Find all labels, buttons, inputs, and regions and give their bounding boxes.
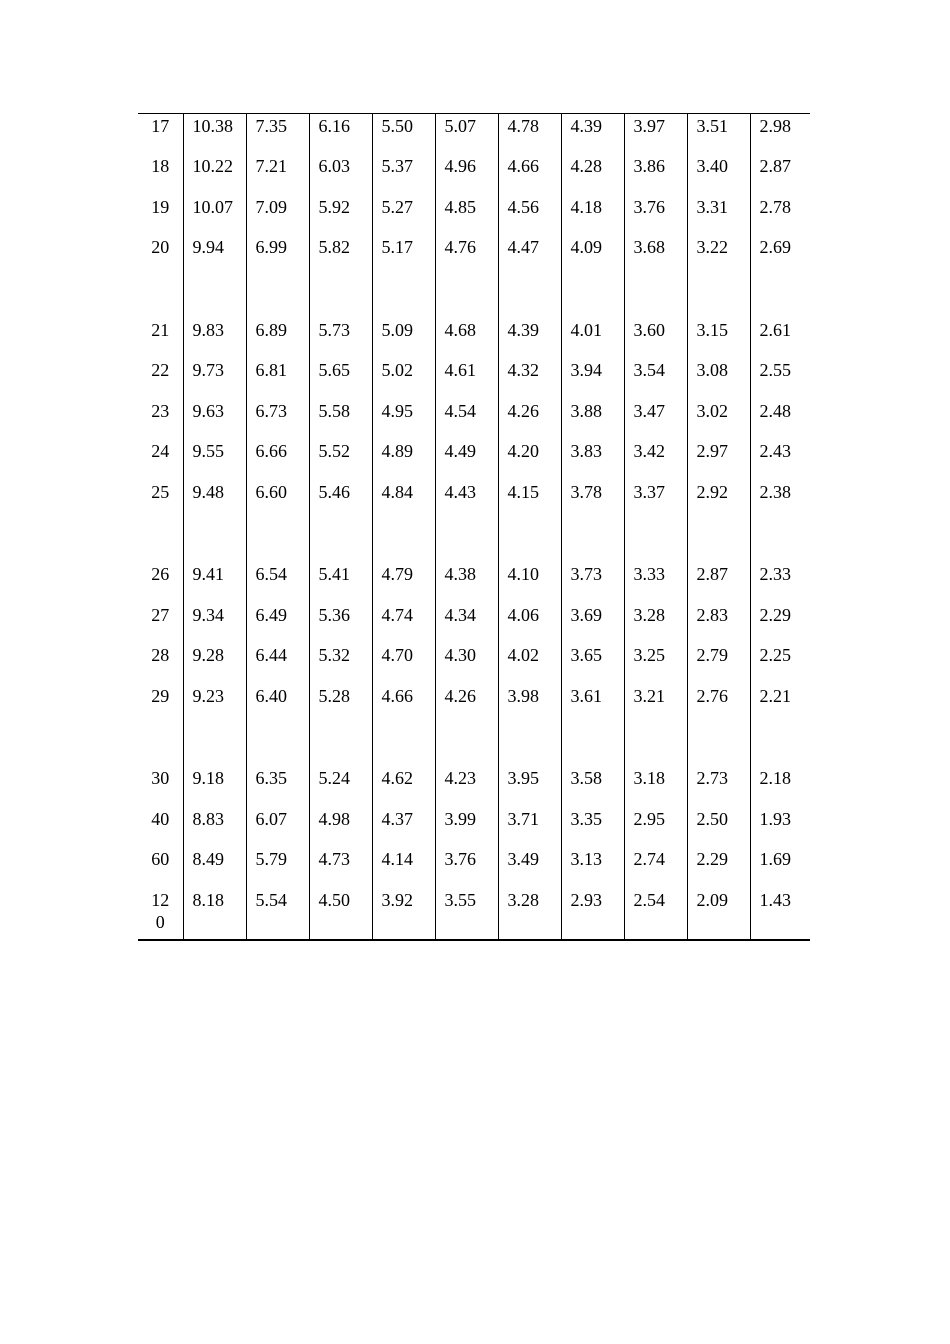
value-cell: 2.33 [750,562,810,603]
value-cell: 5.24 [309,766,372,807]
df-value: 18 [151,156,170,176]
table-row [138,643,810,684]
value-cell: 3.08 [687,358,750,399]
value-cell: 4.66 [372,684,435,725]
value-cell: 9.28 [183,643,246,684]
df-value: 27 [151,604,170,625]
df-cell [138,399,183,440]
value-cell: 5.65 [309,358,372,399]
empty-cell [435,276,498,318]
df-value: 26 [151,564,170,584]
value-cell: 9.55 [183,439,246,480]
table-row [138,439,810,480]
value-cell: 5.37 [372,154,435,195]
empty-cell [138,724,183,766]
value-cell: 2.29 [687,847,750,888]
empty-cell [750,724,810,766]
df-cell [138,562,183,603]
empty-cell [183,724,246,766]
value-cell: 4.20 [498,439,561,480]
empty-cell [624,276,687,318]
value-cell: 4.78 [498,114,561,155]
empty-cell [687,520,750,562]
value-cell: 3.33 [624,562,687,603]
value-cell: 3.65 [561,643,624,684]
value-cell: 3.60 [624,318,687,359]
empty-cell [138,520,183,562]
value-cell: 2.93 [561,888,624,940]
value-cell: 4.14 [372,847,435,888]
value-cell: 6.44 [246,643,309,684]
value-cell: 4.61 [435,358,498,399]
value-cell: 3.86 [624,154,687,195]
value-cell: 1.93 [750,807,810,848]
value-cell: 4.47 [498,235,561,276]
value-cell: 4.18 [561,195,624,236]
value-cell: 4.49 [435,439,498,480]
df-cell [138,807,183,848]
value-cell: 4.62 [372,766,435,807]
value-cell: 5.28 [309,684,372,725]
value-cell: 5.58 [309,399,372,440]
value-cell: 4.98 [309,807,372,848]
value-cell: 7.21 [246,154,309,195]
df-cell [138,480,183,521]
value-cell: 4.10 [498,562,561,603]
value-cell: 4.68 [435,318,498,359]
value-cell: 6.40 [246,684,309,725]
table-row [138,480,810,521]
value-cell: 2.61 [750,318,810,359]
empty-cell [624,724,687,766]
df-value: 19 [151,196,170,217]
df-cell [138,684,183,725]
df-cell [138,358,183,399]
value-cell: 2.87 [750,154,810,195]
value-cell: 4.26 [435,684,498,725]
value-cell: 6.99 [246,235,309,276]
value-cell: 4.79 [372,562,435,603]
df-value: 17 [151,116,170,136]
empty-cell [246,276,309,318]
table-row [138,235,810,276]
value-cell: 9.83 [183,318,246,359]
value-cell: 5.79 [246,847,309,888]
value-cell: 3.68 [624,235,687,276]
value-cell: 1.43 [750,888,810,940]
value-cell: 4.85 [435,195,498,236]
value-cell: 10.07 [183,195,246,236]
value-cell: 2.74 [624,847,687,888]
value-cell: 2.48 [750,399,810,440]
value-cell: 2.83 [687,603,750,644]
value-cell: 3.76 [435,847,498,888]
value-cell: 4.09 [561,235,624,276]
value-cell: 3.73 [561,562,624,603]
value-cell: 5.32 [309,643,372,684]
table-row [138,847,810,888]
empty-cell [138,276,183,318]
value-cell: 3.99 [435,807,498,848]
value-cell: 2.43 [750,439,810,480]
value-cell: 2.73 [687,766,750,807]
table-row [138,399,810,440]
value-cell: 4.37 [372,807,435,848]
value-cell: 7.09 [246,195,309,236]
value-cell: 4.54 [435,399,498,440]
df-cell [138,847,183,888]
value-cell: 4.84 [372,480,435,521]
value-cell: 4.30 [435,643,498,684]
value-cell: 4.02 [498,643,561,684]
value-cell: 5.02 [372,358,435,399]
value-cell: 3.28 [498,888,561,940]
empty-cell [246,724,309,766]
value-cell: 3.94 [561,358,624,399]
value-cell: 5.27 [372,195,435,236]
value-cell: 3.49 [498,847,561,888]
empty-cell [435,724,498,766]
value-cell: 6.54 [246,562,309,603]
value-cell: 3.92 [372,888,435,940]
empty-cell [309,520,372,562]
df-value: 23 [151,400,170,421]
value-cell: 8.83 [183,807,246,848]
value-cell: 3.98 [498,684,561,725]
value-cell: 6.16 [309,114,372,155]
value-cell: 3.40 [687,154,750,195]
value-cell: 3.76 [624,195,687,236]
value-cell: 4.34 [435,603,498,644]
value-cell: 2.79 [687,643,750,684]
table-row [138,114,810,155]
value-cell: 3.35 [561,807,624,848]
value-cell: 6.66 [246,439,309,480]
value-cell: 5.54 [246,888,309,940]
value-cell: 4.95 [372,399,435,440]
empty-cell [372,276,435,318]
value-cell: 3.54 [624,358,687,399]
value-cell: 2.09 [687,888,750,940]
table-row [138,195,810,236]
empty-cell [687,724,750,766]
df-value: 120 [151,889,170,932]
value-cell: 4.38 [435,562,498,603]
value-cell: 4.50 [309,888,372,940]
value-cell: 3.97 [624,114,687,155]
empty-cell [372,520,435,562]
table-row [138,154,810,195]
value-cell: 2.92 [687,480,750,521]
value-cell: 3.95 [498,766,561,807]
value-cell: 6.03 [309,154,372,195]
df-cell [138,318,183,359]
df-cell [138,195,183,236]
value-cell: 6.35 [246,766,309,807]
value-cell: 2.50 [687,807,750,848]
value-cell: 4.43 [435,480,498,521]
empty-cell [498,520,561,562]
value-cell: 4.26 [498,399,561,440]
value-cell: 5.46 [309,480,372,521]
value-cell: 6.49 [246,603,309,644]
df-cell [138,888,183,940]
value-cell: 6.60 [246,480,309,521]
empty-cell [183,276,246,318]
value-cell: 5.17 [372,235,435,276]
empty-cell [561,724,624,766]
value-cell: 2.18 [750,766,810,807]
value-cell: 2.54 [624,888,687,940]
empty-cell [561,276,624,318]
value-cell: 2.69 [750,235,810,276]
value-cell: 3.31 [687,195,750,236]
empty-cell [561,520,624,562]
table-row [138,318,810,359]
df-value: 60 [151,849,170,869]
critical-values-table [138,113,810,941]
value-cell: 6.73 [246,399,309,440]
table-row [138,684,810,725]
df-value: 40 [151,808,170,829]
value-cell: 5.07 [435,114,498,155]
df-value: 20 [151,237,170,257]
df-cell [138,154,183,195]
value-cell: 3.88 [561,399,624,440]
value-cell: 5.73 [309,318,372,359]
value-cell: 4.66 [498,154,561,195]
table-body [138,114,810,940]
df-cell [138,235,183,276]
table-row [138,807,810,848]
value-cell: 4.23 [435,766,498,807]
value-cell: 6.89 [246,318,309,359]
value-cell: 3.78 [561,480,624,521]
empty-cell [498,724,561,766]
empty-cell [750,276,810,318]
value-cell: 3.18 [624,766,687,807]
value-cell: 4.73 [309,847,372,888]
value-cell: 3.37 [624,480,687,521]
value-cell: 9.48 [183,480,246,521]
value-cell: 9.23 [183,684,246,725]
value-cell: 3.51 [687,114,750,155]
critical-values-table-container [138,113,810,941]
value-cell: 5.09 [372,318,435,359]
empty-cell [750,520,810,562]
value-cell: 5.52 [309,439,372,480]
value-cell: 3.69 [561,603,624,644]
value-cell: 10.22 [183,154,246,195]
value-cell: 10.38 [183,114,246,155]
value-cell: 3.58 [561,766,624,807]
value-cell: 5.92 [309,195,372,236]
empty-cell [309,724,372,766]
value-cell: 2.97 [687,439,750,480]
table-row [138,603,810,644]
df-value: 28 [151,645,170,665]
spacer-row [138,520,810,562]
value-cell: 3.83 [561,439,624,480]
value-cell: 6.81 [246,358,309,399]
value-cell: 3.25 [624,643,687,684]
value-cell: 2.21 [750,684,810,725]
empty-cell [309,276,372,318]
value-cell: 3.28 [624,603,687,644]
value-cell: 9.34 [183,603,246,644]
value-cell: 9.41 [183,562,246,603]
value-cell: 9.73 [183,358,246,399]
empty-cell [372,724,435,766]
value-cell: 3.71 [498,807,561,848]
value-cell: 4.32 [498,358,561,399]
value-cell: 3.13 [561,847,624,888]
value-cell: 4.01 [561,318,624,359]
value-cell: 3.42 [624,439,687,480]
value-cell: 1.69 [750,847,810,888]
value-cell: 4.39 [498,318,561,359]
value-cell: 2.87 [687,562,750,603]
value-cell: 2.76 [687,684,750,725]
value-cell: 4.70 [372,643,435,684]
empty-cell [498,276,561,318]
value-cell: 4.89 [372,439,435,480]
table-row [138,766,810,807]
value-cell: 4.15 [498,480,561,521]
value-cell: 8.18 [183,888,246,940]
empty-cell [246,520,309,562]
df-cell [138,603,183,644]
value-cell: 5.41 [309,562,372,603]
value-cell: 4.39 [561,114,624,155]
value-cell: 4.06 [498,603,561,644]
df-value: 29 [151,685,170,706]
value-cell: 4.74 [372,603,435,644]
value-cell: 9.18 [183,766,246,807]
empty-cell [435,520,498,562]
value-cell: 5.50 [372,114,435,155]
table-row [138,562,810,603]
value-cell: 3.21 [624,684,687,725]
df-cell [138,766,183,807]
value-cell: 9.63 [183,399,246,440]
value-cell: 4.76 [435,235,498,276]
df-value: 24 [151,441,170,461]
value-cell: 3.61 [561,684,624,725]
spacer-row [138,724,810,766]
value-cell: 4.28 [561,154,624,195]
value-cell: 4.96 [435,154,498,195]
value-cell: 5.36 [309,603,372,644]
table-row [138,888,810,940]
value-cell: 2.38 [750,480,810,521]
value-cell: 5.82 [309,235,372,276]
value-cell: 3.22 [687,235,750,276]
df-cell [138,114,183,155]
df-value: 22 [151,360,170,380]
value-cell: 4.56 [498,195,561,236]
value-cell: 2.25 [750,643,810,684]
df-value: 25 [151,481,170,502]
df-cell [138,439,183,480]
value-cell: 6.07 [246,807,309,848]
spacer-row [138,276,810,318]
value-cell: 2.55 [750,358,810,399]
value-cell: 8.49 [183,847,246,888]
value-cell: 3.55 [435,888,498,940]
value-cell: 2.78 [750,195,810,236]
value-cell: 2.98 [750,114,810,155]
empty-cell [687,276,750,318]
df-value: 21 [151,319,170,340]
value-cell: 2.95 [624,807,687,848]
value-cell: 3.47 [624,399,687,440]
table-row [138,358,810,399]
value-cell: 3.15 [687,318,750,359]
empty-cell [183,520,246,562]
df-cell [138,643,183,684]
value-cell: 9.94 [183,235,246,276]
value-cell: 2.29 [750,603,810,644]
empty-cell [624,520,687,562]
df-value: 30 [151,768,170,788]
value-cell: 3.02 [687,399,750,440]
value-cell: 7.35 [246,114,309,155]
